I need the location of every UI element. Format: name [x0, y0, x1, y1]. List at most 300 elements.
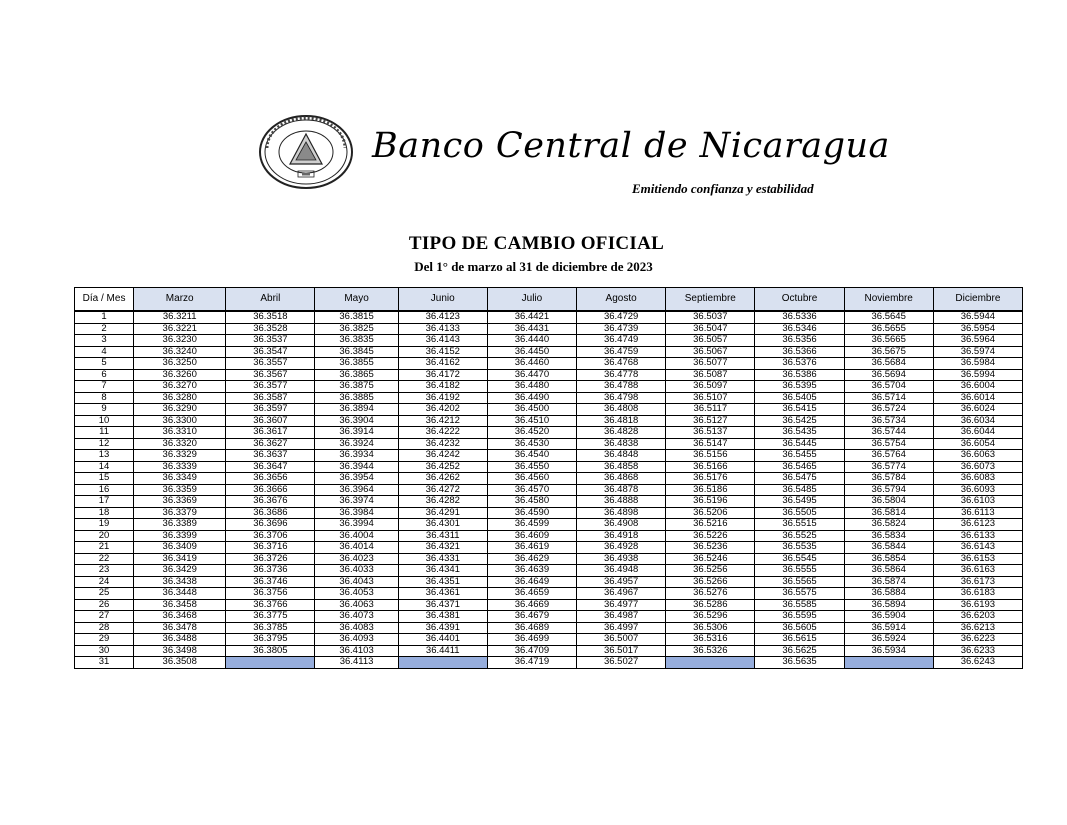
rate-cell: 36.5744 — [844, 427, 933, 439]
rate-cell: 36.4689 — [487, 622, 576, 634]
table-row — [75, 392, 1023, 404]
table-row — [75, 484, 1023, 496]
rate-cell: 36.4967 — [577, 588, 666, 600]
rate-cell: 36.6153 — [933, 553, 1022, 565]
table-row — [75, 565, 1023, 577]
rate-cell: 36.4282 — [398, 496, 487, 508]
rate-cell: 36.4421 — [487, 311, 576, 323]
rate-cell: 36.4143 — [398, 335, 487, 347]
rate-cell: 36.5694 — [844, 369, 933, 381]
rate-cell: 36.4113 — [315, 657, 398, 669]
rate-cell: 36.5724 — [844, 404, 933, 416]
day-cell: 8 — [75, 392, 134, 404]
rate-cell: 36.3537 — [226, 335, 315, 347]
day-cell: 3 — [75, 335, 134, 347]
rate-cell: 36.5097 — [666, 381, 755, 393]
day-cell: 21 — [75, 542, 134, 554]
day-cell: 17 — [75, 496, 134, 508]
rate-cell: 36.4858 — [577, 461, 666, 473]
rate-cell: 36.4788 — [577, 381, 666, 393]
day-cell: 14 — [75, 461, 134, 473]
rate-cell: 36.4838 — [577, 438, 666, 450]
rate-cell: 36.5425 — [755, 415, 844, 427]
rate-cell: 36.4530 — [487, 438, 576, 450]
rate-cell: 36.4212 — [398, 415, 487, 427]
rate-cell: 36.5684 — [844, 358, 933, 370]
day-cell: 27 — [75, 611, 134, 623]
rate-cell: 36.4272 — [398, 484, 487, 496]
rate-cell: 36.4043 — [315, 576, 398, 588]
rate-cell: 36.3944 — [315, 461, 398, 473]
rate-cell: 36.5147 — [666, 438, 755, 450]
rate-cell: 36.4759 — [577, 346, 666, 358]
rate-cell: 36.5027 — [577, 657, 666, 669]
rate-cell: 36.3666 — [226, 484, 315, 496]
rate-cell: 36.6073 — [933, 461, 1022, 473]
rate-cell: 36.5166 — [666, 461, 755, 473]
rate-cell: 36.4649 — [487, 576, 576, 588]
rate-cell: 36.3448 — [134, 588, 226, 600]
day-cell: 23 — [75, 565, 134, 577]
rate-cell: 36.5196 — [666, 496, 755, 508]
rate-cell: 36.5495 — [755, 496, 844, 508]
rate-cell: 36.4749 — [577, 335, 666, 347]
day-cell: 20 — [75, 530, 134, 542]
table-header-row — [75, 288, 1023, 312]
table-row — [75, 496, 1023, 508]
rate-cell: 36.3508 — [134, 657, 226, 669]
rate-cell: 36.3746 — [226, 576, 315, 588]
rate-cell: 36.4898 — [577, 507, 666, 519]
rate-cell: 36.5296 — [666, 611, 755, 623]
rate-cell: 36.6123 — [933, 519, 1022, 531]
rate-cell: 36.5585 — [755, 599, 844, 611]
rate-cell: 36.5186 — [666, 484, 755, 496]
rate-cell: 36.3300 — [134, 415, 226, 427]
rate-cell: 36.4659 — [487, 588, 576, 600]
rate-cell: 36.3438 — [134, 576, 226, 588]
rate-cell: 36.4599 — [487, 519, 576, 531]
rate-cell: 36.5535 — [755, 542, 844, 554]
rate-cell: 36.4411 — [398, 645, 487, 657]
rate-cell: 36.4291 — [398, 507, 487, 519]
day-cell: 31 — [75, 657, 134, 669]
rate-cell: 36.4739 — [577, 323, 666, 335]
rate-cell: 36.3329 — [134, 450, 226, 462]
rate-cell: 36.5216 — [666, 519, 755, 531]
rate-cell: 36.4232 — [398, 438, 487, 450]
rate-cell: 36.3557 — [226, 358, 315, 370]
rate-cell: 36.3885 — [315, 392, 398, 404]
rate-cell: 36.4938 — [577, 553, 666, 565]
rate-cell: 36.3587 — [226, 392, 315, 404]
rate-cell: 36.4848 — [577, 450, 666, 462]
rate-cell: 36.3795 — [226, 634, 315, 646]
rate-cell: 36.5505 — [755, 507, 844, 519]
rate-cell: 36.5794 — [844, 484, 933, 496]
day-cell: 26 — [75, 599, 134, 611]
rate-cell: 36.6213 — [933, 622, 1022, 634]
rate-cell: 36.4063 — [315, 599, 398, 611]
rate-cell: 36.3855 — [315, 358, 398, 370]
rate-cell: 36.5206 — [666, 507, 755, 519]
rate-cell: 36.3716 — [226, 542, 315, 554]
empty-cell — [844, 657, 933, 669]
letterhead — [0, 108, 1067, 208]
rate-cell: 36.5874 — [844, 576, 933, 588]
rate-cell: 36.4480 — [487, 381, 576, 393]
rate-cell: 36.3547 — [226, 346, 315, 358]
rate-cell: 36.5465 — [755, 461, 844, 473]
rate-cell: 36.4709 — [487, 645, 576, 657]
rate-cell: 36.4351 — [398, 576, 487, 588]
day-cell: 15 — [75, 473, 134, 485]
table-row — [75, 519, 1023, 531]
rate-cell: 36.6103 — [933, 496, 1022, 508]
rate-cell: 36.4460 — [487, 358, 576, 370]
rate-cell: 36.4123 — [398, 311, 487, 323]
rate-cell: 36.3815 — [315, 311, 398, 323]
rate-cell: 36.6093 — [933, 484, 1022, 496]
rate-cell: 36.4977 — [577, 599, 666, 611]
rate-cell: 36.5994 — [933, 369, 1022, 381]
rate-cell: 36.4987 — [577, 611, 666, 623]
rate-cell: 36.5286 — [666, 599, 755, 611]
table-row — [75, 507, 1023, 519]
rate-cell: 36.4948 — [577, 565, 666, 577]
rate-cell: 36.5047 — [666, 323, 755, 335]
rate-cell: 36.3458 — [134, 599, 226, 611]
day-cell: 18 — [75, 507, 134, 519]
rate-cell: 36.5545 — [755, 553, 844, 565]
rate-cell: 36.4957 — [577, 576, 666, 588]
rate-cell: 36.3696 — [226, 519, 315, 531]
rate-cell: 36.4172 — [398, 369, 487, 381]
table-row — [75, 576, 1023, 588]
page-title: TIPO DE CAMBIO OFICIAL — [408, 233, 665, 254]
column-header-month: Julio — [487, 288, 576, 312]
rate-cell: 36.3310 — [134, 427, 226, 439]
rate-cell: 36.4391 — [398, 622, 487, 634]
day-cell: 22 — [75, 553, 134, 565]
rate-cell: 36.5714 — [844, 392, 933, 404]
rate-cell: 36.6034 — [933, 415, 1022, 427]
rate-cell: 36.5675 — [844, 346, 933, 358]
rate-cell: 36.3270 — [134, 381, 226, 393]
table-row — [75, 530, 1023, 542]
rate-cell: 36.6014 — [933, 392, 1022, 404]
rate-cell: 36.4520 — [487, 427, 576, 439]
rate-cell: 36.5754 — [844, 438, 933, 450]
rate-cell: 36.4371 — [398, 599, 487, 611]
rate-cell: 36.4639 — [487, 565, 576, 577]
rate-cell: 36.3221 — [134, 323, 226, 335]
column-header-month: Abril — [226, 288, 315, 312]
rate-cell: 36.4570 — [487, 484, 576, 496]
rate-cell: 36.6203 — [933, 611, 1022, 623]
day-cell: 24 — [75, 576, 134, 588]
empty-cell — [226, 657, 315, 669]
rate-cell: 36.3637 — [226, 450, 315, 462]
rate-cell: 36.5067 — [666, 346, 755, 358]
table-row — [75, 369, 1023, 381]
column-header-month: Septiembre — [666, 288, 755, 312]
rate-cell: 36.4202 — [398, 404, 487, 416]
rate-cell: 36.5924 — [844, 634, 933, 646]
exchange-rate-table — [74, 287, 1023, 669]
rate-cell: 36.5226 — [666, 530, 755, 542]
rate-cell: 36.4609 — [487, 530, 576, 542]
rate-cell: 36.4073 — [315, 611, 398, 623]
rate-cell: 36.5336 — [755, 311, 844, 323]
rate-cell: 36.5017 — [577, 645, 666, 657]
rate-cell: 36.3736 — [226, 565, 315, 577]
rate-cell: 36.3954 — [315, 473, 398, 485]
rate-cell: 36.5515 — [755, 519, 844, 531]
rate-cell: 36.3805 — [226, 645, 315, 657]
rate-cell: 36.5575 — [755, 588, 844, 600]
rate-cell: 36.3468 — [134, 611, 226, 623]
rate-cell: 36.4550 — [487, 461, 576, 473]
rate-cell: 36.5087 — [666, 369, 755, 381]
rate-cell: 36.6054 — [933, 438, 1022, 450]
rate-cell: 36.5077 — [666, 358, 755, 370]
rate-cell: 36.3914 — [315, 427, 398, 439]
rate-cell: 36.3845 — [315, 346, 398, 358]
rate-cell: 36.5844 — [844, 542, 933, 554]
rate-cell: 36.5356 — [755, 335, 844, 347]
table-row — [75, 588, 1023, 600]
rate-cell: 36.6193 — [933, 599, 1022, 611]
rate-cell: 36.6083 — [933, 473, 1022, 485]
rate-cell: 36.3706 — [226, 530, 315, 542]
rate-cell: 36.5784 — [844, 473, 933, 485]
table-row — [75, 553, 1023, 565]
table-row — [75, 358, 1023, 370]
rate-cell: 36.3339 — [134, 461, 226, 473]
rate-cell: 36.6173 — [933, 576, 1022, 588]
rate-cell: 36.4878 — [577, 484, 666, 496]
rate-cell: 36.3934 — [315, 450, 398, 462]
rate-cell: 36.5256 — [666, 565, 755, 577]
rate-cell: 36.5734 — [844, 415, 933, 427]
table-row — [75, 622, 1023, 634]
rate-cell: 36.5954 — [933, 323, 1022, 335]
rate-cell: 36.4768 — [577, 358, 666, 370]
rate-cell: 36.6243 — [933, 657, 1022, 669]
rate-cell: 36.4004 — [315, 530, 398, 542]
rate-cell: 36.5306 — [666, 622, 755, 634]
rate-cell: 36.5615 — [755, 634, 844, 646]
rate-cell: 36.5914 — [844, 622, 933, 634]
rate-cell: 36.3756 — [226, 588, 315, 600]
rate-cell: 36.3260 — [134, 369, 226, 381]
rate-cell: 36.5804 — [844, 496, 933, 508]
day-cell: 12 — [75, 438, 134, 450]
rate-cell: 36.4500 — [487, 404, 576, 416]
rate-cell: 36.5435 — [755, 427, 844, 439]
rate-cell: 36.4331 — [398, 553, 487, 565]
rate-cell: 36.5974 — [933, 346, 1022, 358]
rate-cell: 36.3627 — [226, 438, 315, 450]
rate-cell: 36.3835 — [315, 335, 398, 347]
table-row — [75, 599, 1023, 611]
rate-cell: 36.3528 — [226, 323, 315, 335]
rate-cell: 36.5395 — [755, 381, 844, 393]
rate-cell: 36.5266 — [666, 576, 755, 588]
rate-cell: 36.5964 — [933, 335, 1022, 347]
rate-cell: 36.5555 — [755, 565, 844, 577]
table-row — [75, 438, 1023, 450]
rate-cell: 36.3597 — [226, 404, 315, 416]
rate-cell: 36.4908 — [577, 519, 666, 531]
rate-cell: 36.4083 — [315, 622, 398, 634]
empty-cell — [666, 657, 755, 669]
rate-cell: 36.4053 — [315, 588, 398, 600]
rate-cell: 36.4222 — [398, 427, 487, 439]
day-cell: 19 — [75, 519, 134, 531]
rate-cell: 36.4381 — [398, 611, 487, 623]
rate-cell: 36.5814 — [844, 507, 933, 519]
rate-cell: 36.4928 — [577, 542, 666, 554]
rate-cell: 36.3488 — [134, 634, 226, 646]
rate-cell: 36.4192 — [398, 392, 487, 404]
column-header-month: Noviembre — [844, 288, 933, 312]
rate-cell: 36.4997 — [577, 622, 666, 634]
rate-cell: 36.3865 — [315, 369, 398, 381]
rate-cell: 36.4918 — [577, 530, 666, 542]
rate-cell: 36.5176 — [666, 473, 755, 485]
rate-cell: 36.3478 — [134, 622, 226, 634]
rate-cell: 36.4619 — [487, 542, 576, 554]
rate-cell: 36.3676 — [226, 496, 315, 508]
day-cell: 9 — [75, 404, 134, 416]
day-cell: 13 — [75, 450, 134, 462]
table-row — [75, 473, 1023, 485]
rate-cell: 36.3320 — [134, 438, 226, 450]
rate-cell: 36.4669 — [487, 599, 576, 611]
rate-cell: 36.5326 — [666, 645, 755, 657]
rate-cell: 36.3498 — [134, 645, 226, 657]
rate-cell: 36.6044 — [933, 427, 1022, 439]
rate-cell: 36.5107 — [666, 392, 755, 404]
rate-cell: 36.5525 — [755, 530, 844, 542]
rate-cell: 36.4093 — [315, 634, 398, 646]
rate-cell: 36.5276 — [666, 588, 755, 600]
rate-cell: 36.4182 — [398, 381, 487, 393]
rate-cell: 36.5635 — [755, 657, 844, 669]
rate-cell: 36.6063 — [933, 450, 1022, 462]
rate-cell: 36.6163 — [933, 565, 1022, 577]
rate-cell: 36.5455 — [755, 450, 844, 462]
rate-cell: 36.5376 — [755, 358, 844, 370]
rate-cell: 36.4590 — [487, 507, 576, 519]
rate-cell: 36.3211 — [134, 311, 226, 323]
rate-cell: 36.4162 — [398, 358, 487, 370]
rate-cell: 36.5037 — [666, 311, 755, 323]
table-body — [75, 311, 1023, 668]
rate-cell: 36.3607 — [226, 415, 315, 427]
rate-cell: 36.5655 — [844, 323, 933, 335]
table-row — [75, 461, 1023, 473]
rate-cell: 36.5057 — [666, 335, 755, 347]
rate-cell: 36.4014 — [315, 542, 398, 554]
rate-cell: 36.4470 — [487, 369, 576, 381]
rate-cell: 36.3577 — [226, 381, 315, 393]
rate-cell: 36.6113 — [933, 507, 1022, 519]
rate-cell: 36.4361 — [398, 588, 487, 600]
column-header-month: Diciembre — [933, 288, 1022, 312]
rate-cell: 36.4450 — [487, 346, 576, 358]
rate-cell: 36.3429 — [134, 565, 226, 577]
day-cell: 11 — [75, 427, 134, 439]
rate-cell: 36.5127 — [666, 415, 755, 427]
column-header-day: Día / Mes — [75, 288, 134, 312]
rate-cell: 36.3904 — [315, 415, 398, 427]
rate-cell: 36.5485 — [755, 484, 844, 496]
rate-cell: 36.5605 — [755, 622, 844, 634]
table-row — [75, 404, 1023, 416]
rate-cell: 36.4580 — [487, 496, 576, 508]
table-row — [75, 323, 1023, 335]
column-header-month: Mayo — [315, 288, 398, 312]
rate-cell: 36.5246 — [666, 553, 755, 565]
rate-cell: 36.5346 — [755, 323, 844, 335]
rate-cell: 36.4679 — [487, 611, 576, 623]
table-row — [75, 645, 1023, 657]
rate-cell: 36.5774 — [844, 461, 933, 473]
rate-cell: 36.4490 — [487, 392, 576, 404]
table-row — [75, 346, 1023, 358]
day-cell: 30 — [75, 645, 134, 657]
rate-cell: 36.5854 — [844, 553, 933, 565]
rate-cell: 36.5884 — [844, 588, 933, 600]
rate-cell: 36.5704 — [844, 381, 933, 393]
rate-cell: 36.3399 — [134, 530, 226, 542]
rate-cell: 36.4510 — [487, 415, 576, 427]
rate-cell: 36.4540 — [487, 450, 576, 462]
rate-cell: 36.5445 — [755, 438, 844, 450]
table-row — [75, 415, 1023, 427]
rate-cell: 36.3775 — [226, 611, 315, 623]
rate-cell: 36.4699 — [487, 634, 576, 646]
rate-cell: 36.3894 — [315, 404, 398, 416]
table-row — [75, 657, 1023, 669]
rate-cell: 36.4252 — [398, 461, 487, 473]
rate-cell: 36.3686 — [226, 507, 315, 519]
day-cell: 25 — [75, 588, 134, 600]
rate-cell: 36.4301 — [398, 519, 487, 531]
rate-cell: 36.3875 — [315, 381, 398, 393]
rate-cell: 36.4242 — [398, 450, 487, 462]
page-subtitle: Del 1° de marzo al 31 de diciembre de 2023 — [414, 259, 653, 274]
rate-cell: 36.3518 — [226, 311, 315, 323]
rate-cell: 36.3825 — [315, 323, 398, 335]
rate-cell: 36.5137 — [666, 427, 755, 439]
rate-cell: 36.4262 — [398, 473, 487, 485]
table-row — [75, 381, 1023, 393]
day-cell: 16 — [75, 484, 134, 496]
table-row — [75, 611, 1023, 623]
column-header-month: Junio — [398, 288, 487, 312]
rate-cell: 36.4560 — [487, 473, 576, 485]
rate-cell: 36.3240 — [134, 346, 226, 358]
rate-cell: 36.5764 — [844, 450, 933, 462]
rate-cell: 36.4798 — [577, 392, 666, 404]
rate-cell: 36.3280 — [134, 392, 226, 404]
rate-cell: 36.4818 — [577, 415, 666, 427]
table-row — [75, 450, 1023, 462]
